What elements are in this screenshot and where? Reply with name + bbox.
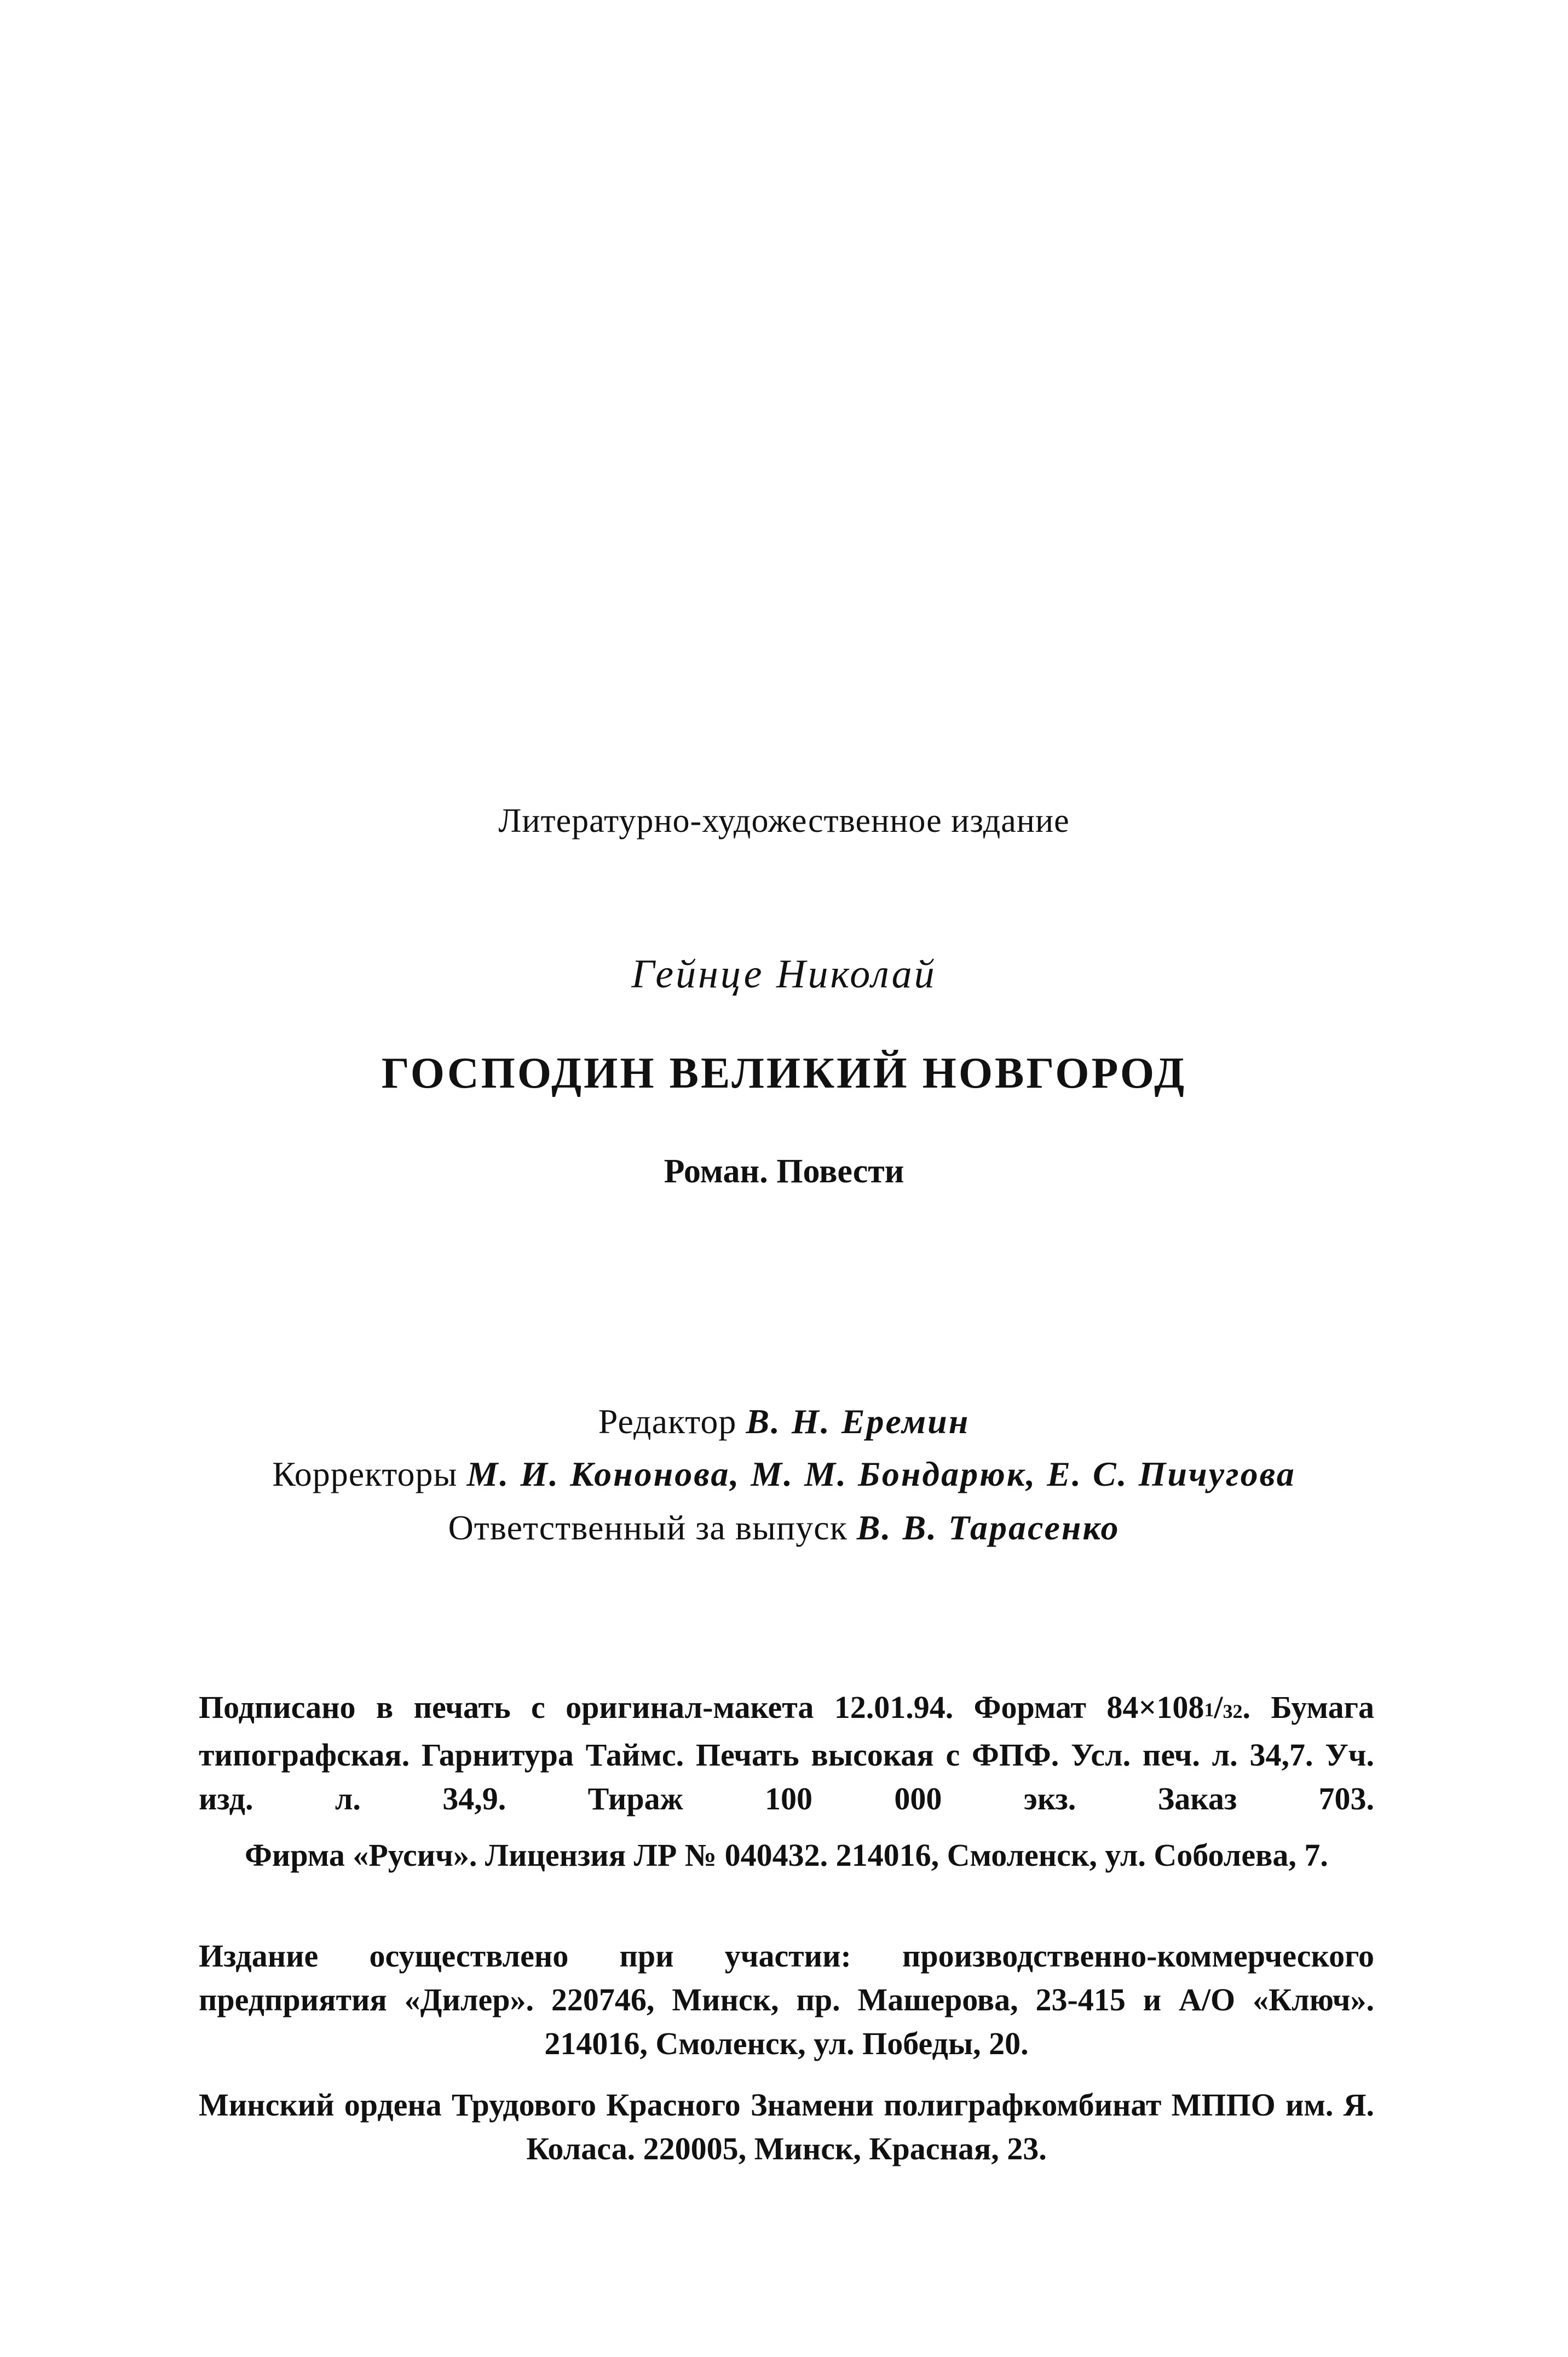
responsible-label: Ответственный за выпуск <box>448 1508 848 1547</box>
credit-editor <box>0 1404 1568 1439</box>
responsible-name: В. В. Тарасенко <box>856 1508 1120 1547</box>
imprint-firm-paragraph: Фирма «Русич». Лицензия ЛР № 040432. 214016, Смоленск, ул. Соболева, 7. <box>245 1837 1328 1873</box>
signed-prefix: Подписано в печать с оригинал-макета 12.01.94. Формат 84×108 <box>199 1689 1204 1725</box>
format-numerator: 1 <box>1204 1699 1214 1721</box>
format-slash: / <box>1214 1689 1223 1725</box>
book-subtitle: Роман. Повести <box>664 1153 904 1190</box>
format-denominator: 32 <box>1223 1700 1243 1722</box>
proofreaders-label: Корректоры <box>272 1455 458 1493</box>
credit-proofreaders <box>0 1457 1568 1492</box>
credit-responsible <box>0 1510 1568 1545</box>
imprint-signed-paragraph <box>199 1686 1374 1821</box>
editor-name: В. Н. Еремин <box>746 1402 970 1441</box>
editor-label: Редактор <box>598 1402 737 1441</box>
edition-type: Литературно-художественное издание <box>498 802 1070 840</box>
imprint-printer-paragraph: Минский ордена Трудового Красного Знамени полиграфкомбинат МППО им. Я. Коласа. 220005, Минск, Красная, 23. <box>199 2087 1374 2166</box>
author-name: Гейнце Николай <box>631 952 937 997</box>
signed-suffix: . Бумага типографская. Гарнитура Таймс. Печать высокая с ФПФ. Усл. печ. л. 34,7. Уч. изд. л. 34,9. Тираж 100 000 экз. Заказ 703. <box>199 1689 1374 1816</box>
imprint-participation-paragraph: Издание осуществлено при участии: производственно-коммерческого предприятия «Дилер». 220746, Минск, пр. Машерова, 23-415 и А/О «Ключ». 214016, Смоленск, ул. Победы, 20. <box>199 1938 1374 2061</box>
proofreaders-names: М. И. Кононова, М. М. Бондарюк, Е. С. Пичугова <box>466 1455 1296 1493</box>
book-title: ГОСПОДИН ВЕЛИКИЙ НОВГОРОД <box>381 1049 1187 1097</box>
